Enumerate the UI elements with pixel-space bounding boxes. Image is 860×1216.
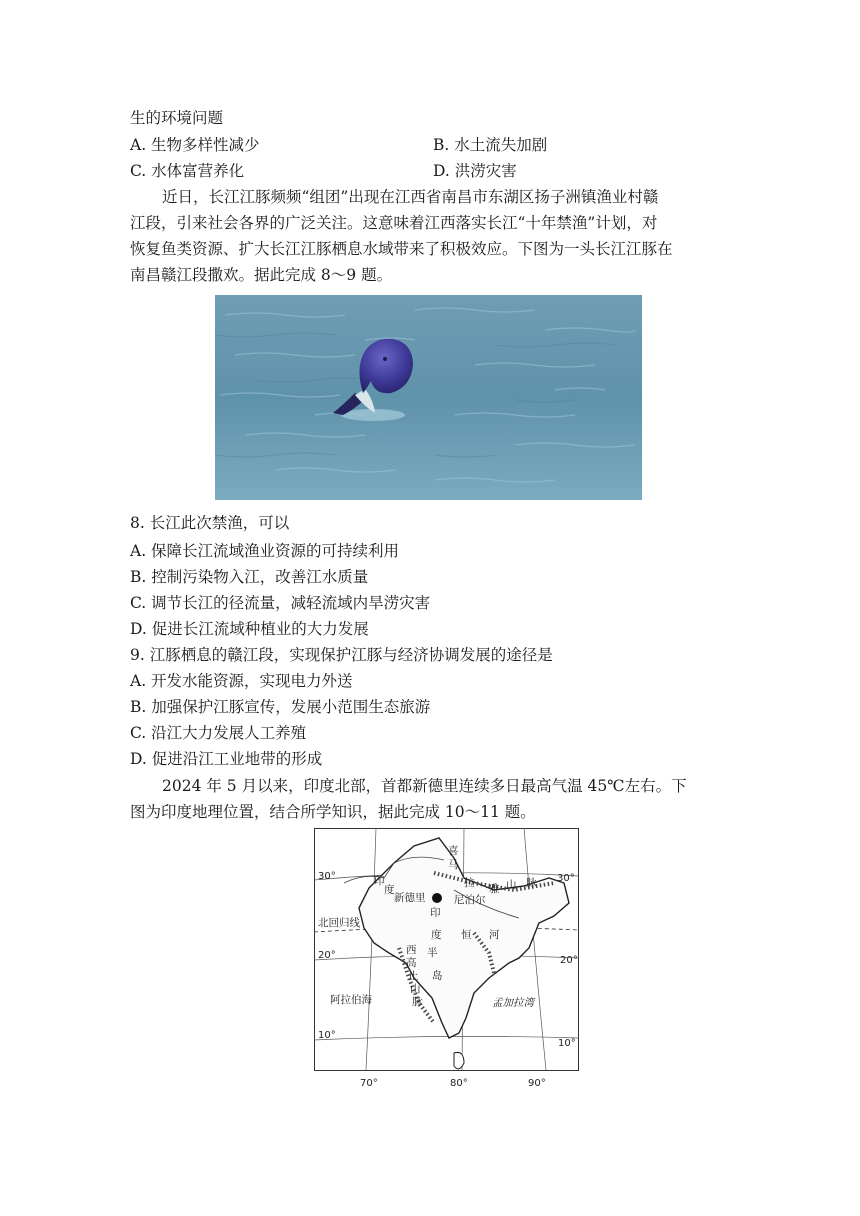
himalaya-char-5: 山 (506, 879, 517, 891)
himalaya-char-2: 马 (448, 859, 459, 871)
himalaya-char-3: 拉 (464, 877, 475, 889)
ganges-char-1: 印 (430, 907, 441, 919)
himalaya-char-1: 喜 (448, 845, 459, 857)
new-delhi-label: 新德里 (394, 892, 426, 904)
ganges-char-2: 度 (431, 929, 442, 941)
q8-option-b: B. 控制污染物入江，改善江水质量 (130, 568, 369, 586)
q7-stem-tail: 生的环境问题 (130, 109, 224, 127)
himalaya-char-4: 雅 (489, 883, 500, 895)
q8-option-c: C. 调节长江的径流量，减轻流域内旱涝灾害 (130, 594, 431, 612)
q9-option-c: C. 沿江大力发展人工养殖 (130, 724, 307, 742)
lat-20-left: 20° (318, 950, 336, 961)
passage2-line-1: 近日，长江江豚频频“组团”出现在江西省南昌市东湖区扬子洲镇渔业村赣 (162, 188, 659, 206)
india-char-2: 度 (384, 884, 395, 896)
q7-option-a: A. 生物多样性减少 (130, 136, 260, 154)
india-map (314, 828, 579, 1094)
q8-stem: 8. 长江此次禁渔，可以 (130, 514, 290, 532)
new-delhi-marker (432, 893, 442, 903)
nepal-label: 尼泊尔 (454, 894, 486, 906)
q8-option-d: D. 促进长江流域种植业的大力发展 (130, 620, 369, 638)
india-char-1: 印 (374, 875, 385, 887)
lon-90-label: 90° (528, 1078, 546, 1089)
q9-stem: 9. 江豚栖息的赣江段，实现保护江豚与经济协调发展的途径是 (130, 646, 553, 664)
ghats-char-2: 高 (406, 957, 417, 969)
lat-20-right: 20° (560, 955, 578, 966)
passage2-line-4: 南昌赣江段撒欢。据此完成 8～9 题。 (130, 266, 393, 284)
lon-80-label: 80° (450, 1078, 468, 1089)
tropic-label: 北回归线 (318, 917, 360, 929)
q7-option-c: C. 水体富营养化 (130, 162, 245, 180)
lat-30-left: 30° (318, 871, 336, 882)
q9-option-b: B. 加强保护江豚宣传，发展小范围生态旅游 (130, 698, 431, 716)
arabian-sea-label: 阿拉伯海 (330, 994, 372, 1006)
ghats-char-1: 西 (406, 944, 417, 956)
passage3-line-1: 2024 年 5 月以来，印度北部，首都新德里连续多日最高气温 45℃左右。下 (162, 777, 687, 795)
passage3-line-2: 图为印度地理位置，结合所学知识，据此完成 10～11 题。 (130, 803, 536, 821)
ganges-char-4: 河 (489, 929, 500, 941)
passage2-line-2: 江段，引来社会各界的广泛关注。这意味着江西落实长江“十年禁渔”计划，对 (130, 214, 658, 232)
q7-option-b: B. 水土流失加剧 (433, 136, 548, 154)
q8-option-a: A. 保障长江流域渔业资源的可持续利用 (130, 542, 400, 560)
passage2-line-3: 恢复鱼类资源、扩大长江江豚栖息水域带来了积极效应。下图为一头长江江豚在 (130, 240, 673, 258)
ganges-char-3: 恒 (461, 929, 472, 941)
ghats-char-5: 脉 (412, 996, 423, 1008)
ghats-char-4: 山 (410, 983, 421, 995)
dolphin-photo (215, 295, 642, 500)
lon-70-label: 70° (360, 1078, 378, 1089)
q7-option-d: D. 洪涝灾害 (433, 162, 517, 180)
lat-10-right: 10° (558, 1038, 576, 1049)
himalaya-char-6: 脉 (526, 877, 537, 889)
lat-10-left: 10° (318, 1030, 336, 1041)
deccan-char-2: 岛 (432, 970, 443, 982)
q9-option-a: A. 开发水能资源，实现电力外送 (130, 672, 353, 690)
bay-bengal-label: 孟加拉湾 (492, 997, 534, 1009)
lat-30-right: 30° (557, 873, 575, 884)
sri-lanka (454, 1052, 464, 1068)
ghats-char-3: 止 (408, 970, 419, 982)
q9-option-d: D. 促进沿江工业地带的形成 (130, 750, 323, 768)
deccan-char-1: 半 (427, 947, 438, 959)
